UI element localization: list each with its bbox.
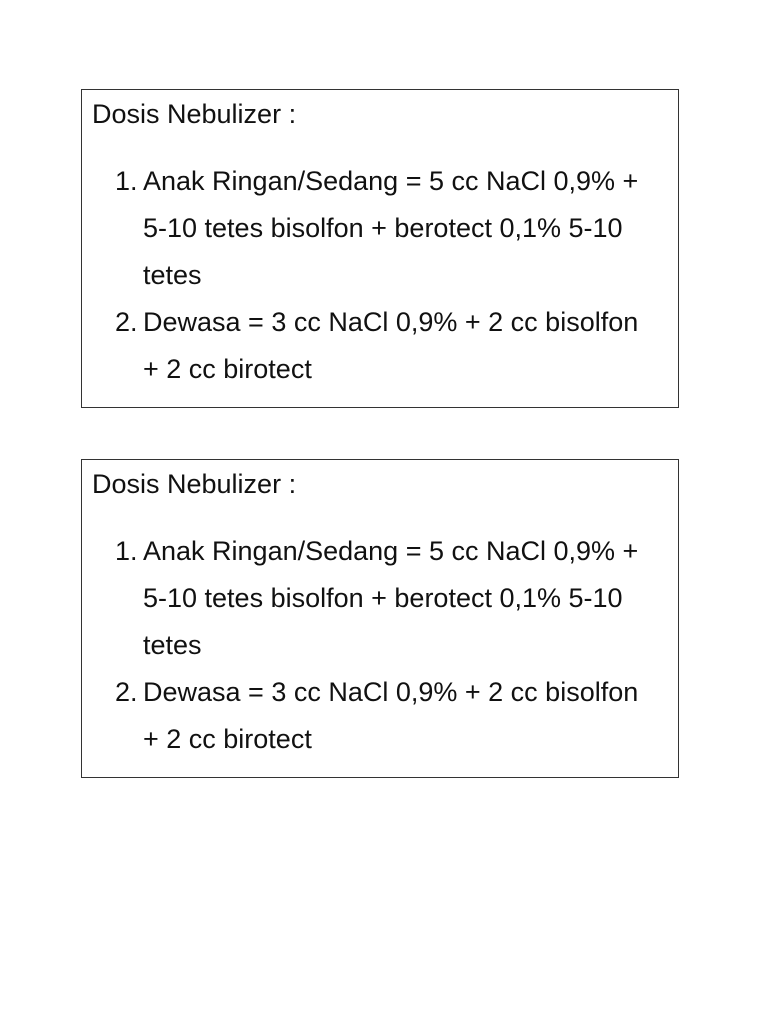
dosage-list <box>82 158 680 393</box>
card-title: Dosis Nebulizer : <box>92 469 297 499</box>
dosage-card <box>81 459 679 778</box>
list-item <box>82 299 680 393</box>
dosage-list <box>82 528 680 763</box>
list-number: 1. <box>115 536 138 566</box>
list-item <box>82 669 680 763</box>
list-number: 2. <box>115 677 138 707</box>
dosage-text: Anak Ringan/Sedang = 5 cc NaCl 0,9% + 5-10 tetes bisolfon + berotect 0,1% 5-10 tetes <box>143 536 639 660</box>
card-title: Dosis Nebulizer : <box>92 99 297 129</box>
dosage-card <box>81 89 679 408</box>
list-item <box>82 158 680 299</box>
dosage-text: Anak Ringan/Sedang = 5 cc NaCl 0,9% + 5-10 tetes bisolfon + berotect 0,1% 5-10 tetes <box>143 166 639 290</box>
list-number: 1. <box>115 166 138 196</box>
list-number: 2. <box>115 307 138 337</box>
dosage-text: Dewasa = 3 cc NaCl 0,9% + 2 cc bisolfon + 2 cc birotect <box>143 307 639 384</box>
list-item <box>82 528 680 669</box>
dosage-text: Dewasa = 3 cc NaCl 0,9% + 2 cc bisolfon + 2 cc birotect <box>143 677 639 754</box>
